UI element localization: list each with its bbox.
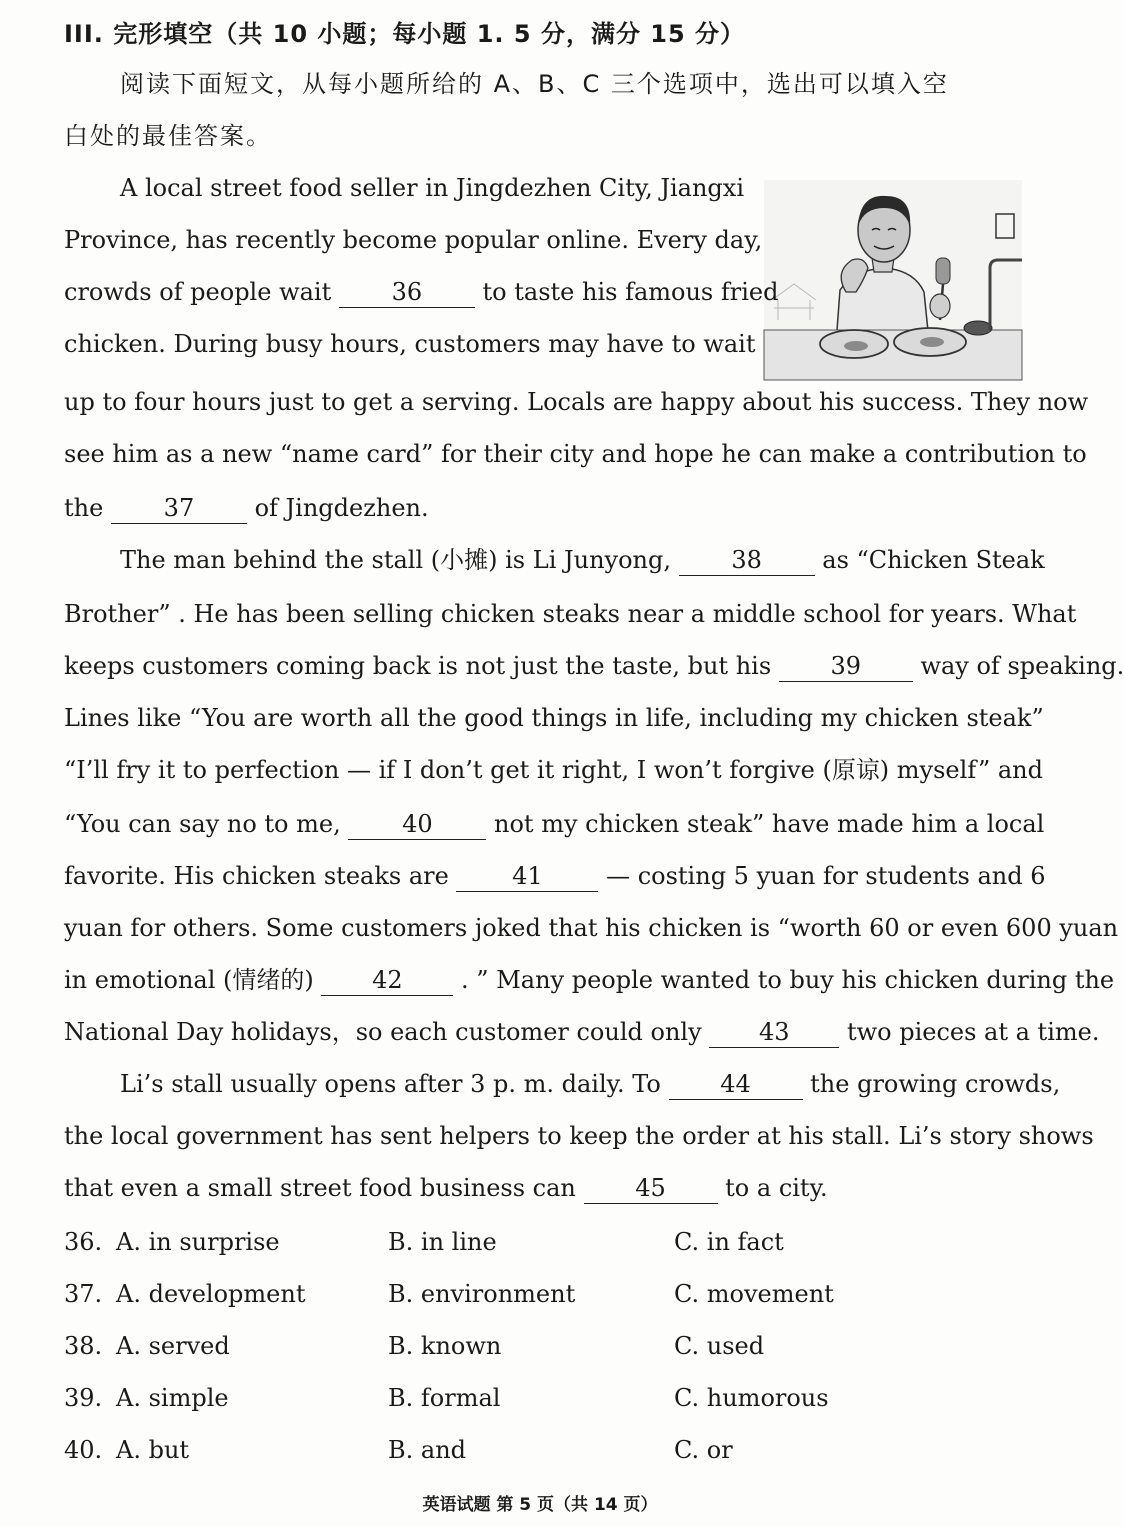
passage-line-3 <box>64 272 779 312</box>
question-number: 37. <box>64 1280 103 1308</box>
passage-text: as “Chicken Steak <box>822 546 1045 574</box>
passage-text: in emotional (情绪的) <box>64 966 314 994</box>
option-c: C. movement <box>674 1280 834 1308</box>
blank-45: 45 <box>584 1173 718 1204</box>
passage-line-9: Brother” . He has been selling chicken steaks near a middle school for years. What <box>64 600 1077 628</box>
passage-text: National Day holidays，so each customer could only <box>64 1018 702 1046</box>
passage-line-15: yuan for others. Some customers joked that his chicken is “worth 60 or even 600 yuan <box>64 914 1119 942</box>
passage-line-8 <box>120 540 1045 580</box>
passage-line-17 <box>64 1012 1099 1052</box>
option-c: C. or <box>674 1436 733 1464</box>
passage-line-12: “I’ll fry it to perfection — if I don’t get it right, I won’t forgive (原谅) myself” and <box>64 756 1043 784</box>
passage-text: favorite. His chicken steaks are <box>64 862 449 890</box>
question-40 <box>64 1430 964 1470</box>
passage-text: not my chicken steak” have made him a local <box>494 810 1045 838</box>
question-number: 36. <box>64 1228 103 1256</box>
passage-line-4: chicken. During busy hours, customers may have to wait <box>64 330 756 358</box>
passage-line-20 <box>64 1168 828 1208</box>
question-number: 38. <box>64 1332 103 1360</box>
passage-text: way of speaking. <box>920 652 1124 680</box>
blank-37: 37 <box>111 493 247 524</box>
option-a: A. in surprise <box>116 1228 280 1256</box>
section-heading: III. 完形填空（共 10 小题；每小题 1. 5 分，满分 15 分） <box>64 20 746 48</box>
option-b: B. in line <box>388 1228 497 1256</box>
passage-text: — costing 5 yuan for students and 6 <box>606 862 1046 890</box>
chicken-seller-icon <box>764 180 1022 380</box>
passage-line-19: the local government has sent helpers to keep the order at his stall. Li’s story shows <box>64 1122 1094 1150</box>
question-39 <box>64 1378 964 1418</box>
passage-line-1: A local street food seller in Jingdezhen City, Jiangxi <box>120 174 744 202</box>
option-a: A. served <box>116 1332 230 1360</box>
question-36 <box>64 1222 964 1262</box>
question-38 <box>64 1326 964 1366</box>
chicken-seller-illustration <box>764 180 1022 380</box>
blank-41: 41 <box>456 861 598 892</box>
passage-line-14 <box>64 856 1046 896</box>
option-a: A. but <box>116 1436 190 1464</box>
passage-line-18 <box>120 1064 1061 1104</box>
passage-line-5: up to four hours just to get a serving. Locals are happy about his success. They now <box>64 388 1089 416</box>
passage-text: the growing crowds, <box>810 1070 1061 1098</box>
option-c: C. used <box>674 1332 765 1360</box>
blank-38: 38 <box>679 545 815 576</box>
option-b: B. known <box>388 1332 502 1360</box>
blank-36: 36 <box>339 277 475 308</box>
option-b: B. and <box>388 1436 467 1464</box>
passage-text: “You can say no to me, <box>64 810 341 838</box>
option-b: B. environment <box>388 1280 576 1308</box>
option-a: A. simple <box>116 1384 229 1412</box>
passage-line-10 <box>64 646 1124 686</box>
question-number: 40. <box>64 1436 103 1464</box>
passage-line-16 <box>64 960 1115 1000</box>
passage-line-2: Province, has recently become popular online. Every day, <box>64 226 763 254</box>
passage-text: of Jingdezhen. <box>254 494 429 522</box>
blank-39: 39 <box>779 651 913 682</box>
option-c: C. humorous <box>674 1384 829 1412</box>
passage-text: the <box>64 494 104 522</box>
instruction-line-2: 白处的最佳答案。 <box>64 122 272 150</box>
passage-text: to taste his famous fried <box>482 278 779 306</box>
passage-text: keeps customers coming back is not just the taste, but his <box>64 652 772 680</box>
question-number: 39. <box>64 1384 103 1412</box>
option-b: B. formal <box>388 1384 501 1412</box>
passage-text: Li’s stall usually opens after 3 p. m. daily. To <box>120 1070 661 1098</box>
passage-text: two pieces at a time. <box>846 1018 1100 1046</box>
blank-42: 42 <box>321 965 453 996</box>
passage-line-6: see him as a new “name card” for their city and hope he can make a contribution to <box>64 440 1087 468</box>
passage-line-11: Lines like “You are worth all the good things in life, including my chicken steak” <box>64 704 1044 732</box>
passage-line-13 <box>64 804 1045 844</box>
passage-text: that even a small street food business can <box>64 1174 576 1202</box>
passage-text: crowds of people wait <box>64 278 332 306</box>
option-c: C. in fact <box>674 1228 784 1256</box>
passage-text: The man behind the stall (小摊) is Li Junyong, <box>120 546 671 574</box>
blank-44: 44 <box>669 1069 803 1100</box>
blank-43: 43 <box>709 1017 839 1048</box>
blank-40: 40 <box>348 809 486 840</box>
passage-text: . ” Many people wanted to buy his chicken during the <box>461 966 1115 994</box>
question-37 <box>64 1274 964 1314</box>
passage-text: to a city. <box>725 1174 828 1202</box>
page-footer: 英语试题 第 5 页（共 14 页） <box>422 1495 658 1515</box>
passage-line-7 <box>64 488 429 528</box>
option-a: A. development <box>116 1280 306 1308</box>
instruction-line-1: 阅读下面短文，从每小题所给的 A、B、C 三个选项中，选出可以填入空 <box>120 70 949 98</box>
